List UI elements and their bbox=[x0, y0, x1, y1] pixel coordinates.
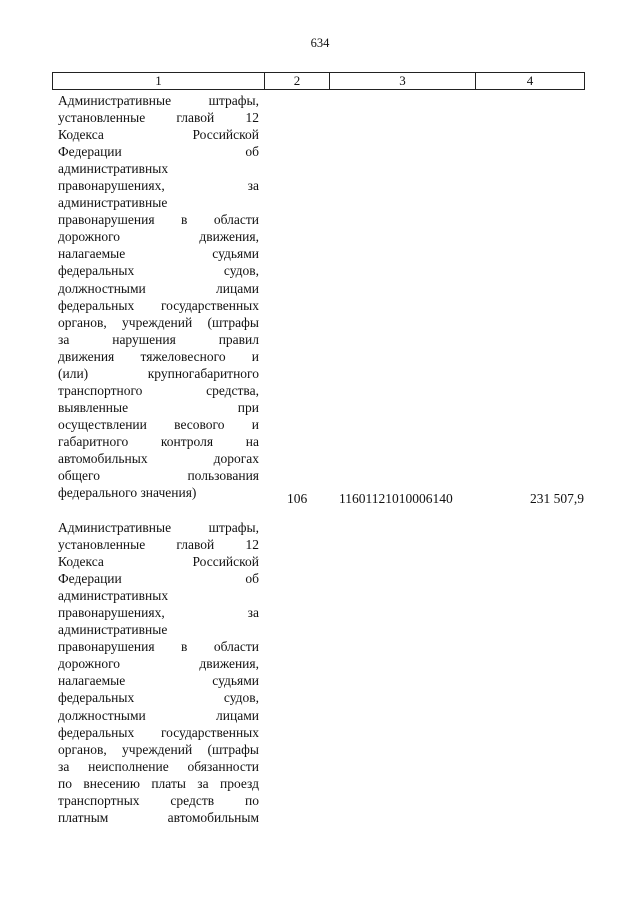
description-line: дорожного движения, bbox=[58, 656, 259, 672]
description-line: правонарушения в области bbox=[58, 212, 259, 228]
description-line: административных bbox=[58, 161, 169, 177]
description-line: по внесению платы за проезд bbox=[58, 775, 259, 791]
description-line: транспортного средства, bbox=[58, 382, 259, 398]
description-line: движения тяжеловесного и bbox=[58, 348, 259, 364]
description-line: Федерации об bbox=[58, 571, 259, 587]
description-line: административных bbox=[58, 588, 169, 604]
description-line: федеральных государственных bbox=[58, 297, 259, 313]
description-line: федеральных судов, bbox=[58, 690, 259, 706]
description-line: правонарушениях, за bbox=[58, 605, 259, 621]
description-line: осуществлении весового и bbox=[58, 416, 259, 432]
description-line: административные bbox=[58, 622, 168, 638]
description-line: установленные главой 12 bbox=[58, 110, 259, 126]
description-line: налагаемые судьями bbox=[58, 673, 259, 689]
description-line: транспортных средств по bbox=[58, 792, 259, 808]
row-col-4: 231 507,9 bbox=[530, 491, 584, 506]
description-line: установленные главой 12 bbox=[58, 537, 259, 553]
page-number: 634 bbox=[310, 36, 330, 50]
description-line: (или) крупногабаритного bbox=[58, 365, 259, 381]
table-header-row bbox=[52, 72, 585, 90]
description-line: автомобильных дорогах bbox=[58, 450, 259, 466]
description-line: Федерации об bbox=[58, 144, 259, 160]
row-description bbox=[58, 92, 259, 501]
description-line: должностными лицами bbox=[58, 280, 259, 296]
description-line: федеральных судов, bbox=[58, 263, 259, 279]
description-line: за неисполнение обязанности bbox=[58, 758, 259, 774]
description-line: выявленные при bbox=[58, 399, 259, 415]
description-line: органов, учреждений (штрафы bbox=[58, 314, 259, 330]
row-col-3: 11601121010006140 bbox=[339, 491, 453, 506]
description-line: Кодекса Российской bbox=[58, 127, 259, 143]
description-line: должностными лицами bbox=[58, 707, 259, 723]
description-line: налагаемые судьями bbox=[58, 246, 259, 262]
description-line: правонарушения в области bbox=[58, 639, 259, 655]
description-line: административные bbox=[58, 195, 168, 211]
header-col-1: 1 bbox=[52, 73, 264, 89]
description-line: габаритного контроля на bbox=[58, 433, 259, 449]
description-line: правонарушениях, за bbox=[58, 178, 259, 194]
description-line: дорожного движения, bbox=[58, 229, 259, 245]
description-line: федерального значения) bbox=[58, 485, 197, 501]
header-col-4: 4 bbox=[475, 73, 585, 89]
row-description bbox=[58, 519, 259, 826]
header-col-2: 2 bbox=[264, 73, 329, 89]
description-line: Административные штрафы, bbox=[58, 520, 259, 535]
description-line: Кодекса Российской bbox=[58, 554, 259, 570]
description-line: Административные штрафы, bbox=[58, 93, 259, 108]
description-line: за нарушения правил bbox=[58, 331, 259, 347]
description-line: органов, учреждений (штрафы bbox=[58, 741, 259, 757]
description-line: федеральных государственных bbox=[58, 724, 259, 740]
row-col-2: 106 bbox=[287, 491, 308, 506]
description-line: общего пользования bbox=[58, 468, 259, 484]
header-col-3: 3 bbox=[329, 73, 475, 89]
description-line: платным автомобильным bbox=[58, 809, 259, 825]
